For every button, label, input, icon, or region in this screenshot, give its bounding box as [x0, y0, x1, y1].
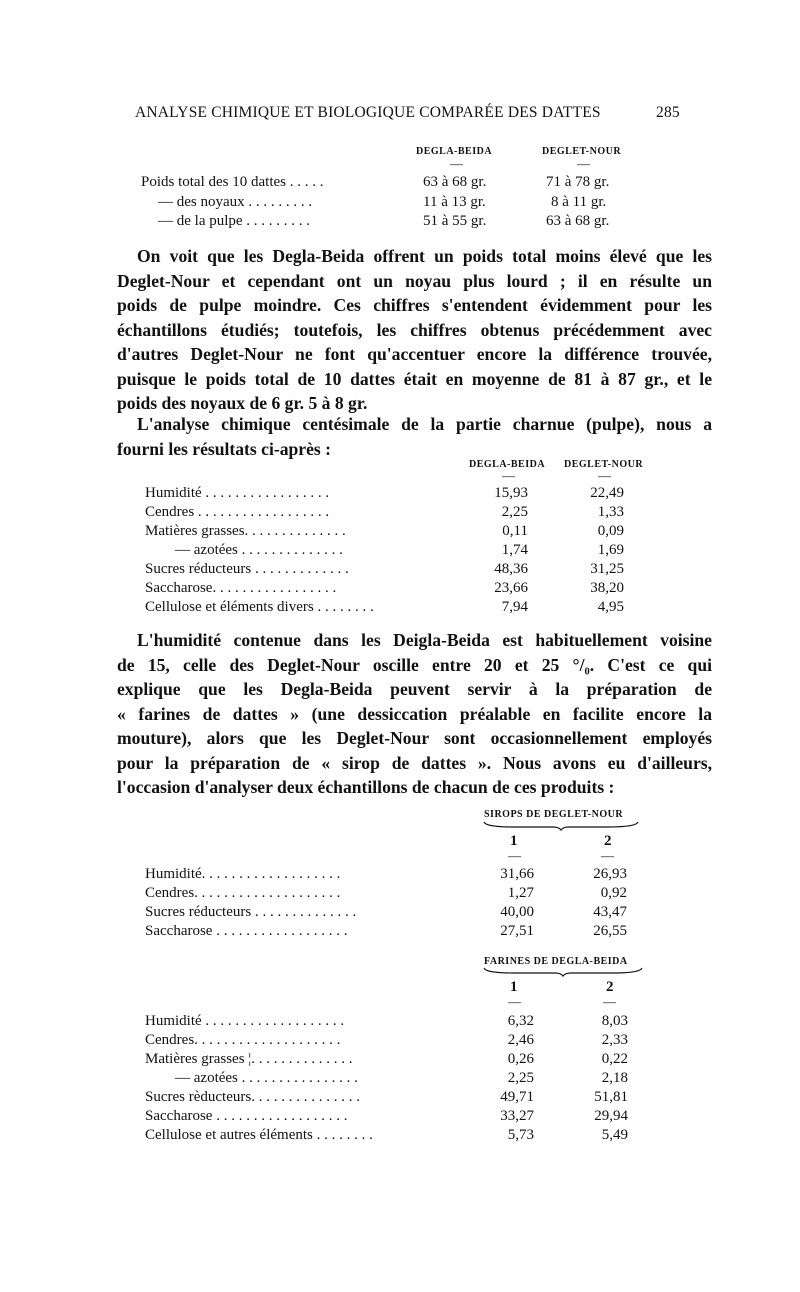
cell-value: 15,93 [494, 485, 528, 501]
text-line: échantillons étudiés; toutefois, les chiffres obtenus précédemment avec [117, 319, 712, 340]
cell-value: 40,00 [500, 904, 534, 920]
column-header-degla-beida: DEGLA-BEIDA [416, 146, 493, 157]
cell-value: 4,95 [597, 599, 624, 615]
cell-value: 7,94 [501, 599, 528, 615]
text-line: « farines de dattes » (une dessiccation préalable en facilite encore la [117, 703, 712, 724]
cell-value: 63 à 68 gr. [423, 174, 487, 190]
row-label: — azotées . . . . . . . . . . . . . . . . [175, 1070, 358, 1086]
text-line: L'analyse chimique centésimale de la partie charnue (pulpe), nous a [137, 414, 712, 434]
cell-value: 5,49 [601, 1127, 628, 1143]
running-title: ANALYSE CHIMIQUE ET BIOLOGIQUE COMPARÉE DES DATTES [135, 104, 601, 121]
cell-value: 31,66 [500, 866, 534, 882]
paragraph-analysis-intro [117, 412, 712, 461]
cell-value: 51,81 [594, 1089, 628, 1105]
cell-value: 1,33 [597, 504, 624, 520]
row-label: Saccharose . . . . . . . . . . . . . . . . . . [145, 1108, 348, 1124]
row-label: Cellulose et autres éléments . . . . . . . . [145, 1127, 373, 1143]
row-label: Cellulose et éléments divers . . . . . . . . [145, 599, 374, 615]
text-line: fourni les résultats ci-après : [117, 438, 332, 459]
cell-value: 0,11 [502, 523, 528, 539]
text-line: de 15, celle des Deglet-Nour oscille entre 20 et 25 °/₀. C'est ce qui [117, 654, 712, 675]
cell-value: 2,25 [501, 504, 528, 520]
brace-icon [483, 821, 639, 831]
row-label: — des noyaux . . . . . . . . . [158, 194, 313, 210]
text-line: On voit que les Degla-Beida offrent un poids total moins élevé que les [137, 246, 712, 266]
group-title: SIROPS DE DEGLET-NOUR [484, 809, 624, 820]
cell-value: 6,32 [507, 1013, 534, 1029]
column-dash: — [508, 994, 521, 1009]
paragraph-humidity-discussion [117, 628, 712, 800]
cell-value: 8 à 11 gr. [551, 194, 607, 210]
column-dash: — [450, 156, 463, 171]
cell-value: 23,66 [494, 580, 528, 596]
row-label: Sucres réducteurs . . . . . . . . . . . . . . [145, 904, 357, 920]
cell-value: 0,22 [601, 1051, 628, 1067]
row-label: Matières grasses ¦. . . . . . . . . . . . . . [145, 1051, 353, 1067]
cell-value: 48,36 [494, 561, 528, 577]
cell-value: 26,55 [593, 923, 627, 939]
cell-value: 27,51 [500, 923, 534, 939]
row-label: Saccharose. . . . . . . . . . . . . . . . . [145, 580, 337, 596]
text-line: puisque le poids total de 10 dattes était en moyenne de 81 à 87 gr., et le [117, 368, 712, 389]
row-label: Matières grasses. . . . . . . . . . . . . . [145, 523, 346, 539]
text-line: l'occasion d'analyser deux échantillons de chacun de ces produits : [117, 777, 615, 797]
cell-value: 63 à 68 gr. [546, 213, 610, 229]
cell-value: 11 à 13 gr. [423, 194, 486, 210]
cell-value: 8,03 [601, 1013, 628, 1029]
column-header-degla-beida: DEGLA-BEIDA [469, 459, 546, 470]
cell-value: 1,74 [501, 542, 528, 558]
row-label: Saccharose . . . . . . . . . . . . . . . . . . [145, 923, 348, 939]
cell-value: 5,73 [507, 1127, 534, 1143]
row-label: Cendres . . . . . . . . . . . . . . . . . . [145, 504, 330, 520]
cell-value: 0,92 [600, 885, 627, 901]
column-dash: — [502, 468, 515, 483]
row-label: Humidité . . . . . . . . . . . . . . . . . . . [145, 1013, 345, 1029]
column-dash: — [601, 848, 614, 863]
column-dash: — [508, 848, 521, 863]
group-title: FARINES DE DEGLA-BEIDA [484, 956, 628, 967]
cell-value: 49,71 [500, 1089, 534, 1105]
column-header-sample-2: 2 [606, 979, 614, 995]
row-label: Poids total des 10 dattes . . . . . [141, 174, 324, 190]
column-header-deglet-nour: DEGLET-NOUR [542, 146, 622, 157]
page-number: 285 [656, 104, 680, 121]
cell-value: 1,27 [507, 885, 534, 901]
column-header-sample-1: 1 [510, 833, 518, 849]
cell-value: 71 à 78 gr. [546, 174, 610, 190]
row-label: Sucres réducteurs . . . . . . . . . . . . . [145, 561, 349, 577]
text-line: d'autres Deglet-Nour ne font qu'accentuer encore la différence trouvée, [117, 344, 712, 364]
row-label: Cendres. . . . . . . . . . . . . . . . . . . . [145, 885, 341, 901]
cell-value: 1,69 [597, 542, 624, 558]
row-label: — azotées . . . . . . . . . . . . . . [175, 542, 343, 558]
cell-value: 0,09 [597, 523, 624, 539]
cell-value: 38,20 [590, 580, 624, 596]
cell-value: 2,25 [507, 1070, 534, 1086]
row-label: Humidité . . . . . . . . . . . . . . . . . [145, 485, 330, 501]
cell-value: 0,26 [507, 1051, 534, 1067]
cell-value: 31,25 [590, 561, 624, 577]
cell-value: 26,93 [593, 866, 627, 882]
cell-value: 33,27 [500, 1108, 534, 1124]
column-dash: — [577, 156, 590, 171]
text-line: explique que les Degla-Beida peuvent servir à la préparation de [117, 679, 712, 699]
text-line: L'humidité contenue dans les Deigla-Beida est habituellement voisine [137, 630, 712, 650]
row-label: Sucres rèducteurs. . . . . . . . . . . . . . . [145, 1089, 360, 1105]
column-header-sample-1: 1 [510, 979, 518, 995]
brace-icon [483, 967, 643, 977]
column-header-deglet-nour: DEGLET-NOUR [564, 459, 644, 470]
cell-value: 51 à 55 gr. [423, 213, 487, 229]
cell-value: 29,94 [594, 1108, 628, 1124]
row-label: Humidité. . . . . . . . . . . . . . . . . . . [145, 866, 341, 882]
text-line: poids de pulpe moindre. Ces chiffres s'entendent évidemment pour les [117, 295, 712, 315]
cell-value: 22,49 [590, 485, 624, 501]
cell-value: 43,47 [593, 904, 627, 920]
cell-value: 2,46 [507, 1032, 534, 1048]
column-dash: — [603, 994, 616, 1009]
text-line: pour la préparation de « sirop de dattes ». Nous avons eu d'ailleurs, [117, 752, 712, 773]
text-line: Deglet-Nour et cependant ont un noyau plus lourd ; il en résulte un [117, 270, 712, 291]
column-header-sample-2: 2 [604, 833, 612, 849]
cell-value: 2,18 [601, 1070, 628, 1086]
row-label: Cendres. . . . . . . . . . . . . . . . . . . . [145, 1032, 341, 1048]
text-line: poids des noyaux de 6 gr. 5 à 8 gr. [117, 393, 368, 413]
paragraph-weights-discussion [117, 244, 712, 416]
cell-value: 2,33 [601, 1032, 628, 1048]
text-line: mouture), alors que les Deglet-Nour sont occasionnellement employés [117, 728, 712, 748]
row-label: — de la pulpe . . . . . . . . . [158, 213, 311, 229]
column-dash: — [598, 468, 611, 483]
